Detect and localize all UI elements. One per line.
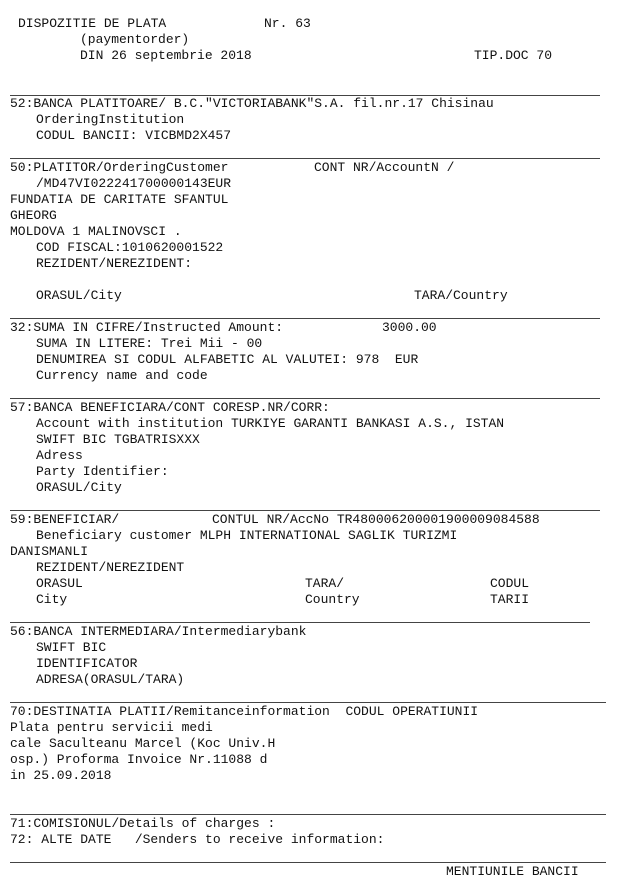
- country-code-label-2: TARII: [490, 592, 530, 607]
- divider: [10, 702, 606, 703]
- beneficiary-bank-swift: SWIFT BIC TGBATRISXXX: [36, 432, 200, 447]
- divider: [10, 158, 600, 159]
- party-identifier: Party Identifier:: [36, 464, 169, 479]
- payer-fiscal-code: COD FISCAL:1010620001522: [36, 240, 224, 255]
- payer-country-label: TARA/Country: [414, 288, 508, 303]
- beneficiary-bank-city: ORASUL/City: [36, 480, 122, 495]
- ordering-institution-label: OrderingInstitution: [36, 112, 185, 127]
- intermediary-swift: SWIFT BIC: [36, 640, 107, 655]
- payer-name-line1: FUNDATIA DE CARITATE SFANTUL: [10, 192, 229, 207]
- document-number: Nr. 63: [264, 16, 311, 31]
- bank-notes-label: MENTIUNILE BANCII: [446, 864, 579, 879]
- beneficiary-bank-label: 57:BANCA BENEFICIARA/CONT CORESP.NR/CORR:: [10, 400, 330, 415]
- divider: [10, 814, 606, 815]
- divider: [10, 622, 590, 623]
- charges-details: 71:COMISIONUL/Details of charges :: [10, 816, 276, 831]
- currency-english-label: Currency name and code: [36, 368, 208, 383]
- divider: [10, 318, 600, 319]
- country-code-label: CODUL: [490, 576, 530, 591]
- beneficiary-resident-status: REZIDENT/NEREZIDENT: [36, 560, 185, 575]
- payer-name-line2: GHEORG: [10, 208, 57, 223]
- intermediary-bank-label: 56:BANCA INTERMEDIARA/Intermediarybank: [10, 624, 307, 639]
- other-data: 72: ALTE DATE /Senders to receive information:: [10, 832, 385, 847]
- currency-line: DENUMIREA SI CODUL ALFABETIC AL VALUTEI: 978 EUR: [36, 352, 419, 367]
- divider: [10, 862, 606, 863]
- amount-label: 32:SUMA IN CIFRE/Instructed Amount:: [10, 320, 284, 335]
- amount-value: 3000.00: [382, 320, 437, 335]
- payer-address: MOLDOVA 1 MALINOVSCI .: [10, 224, 182, 239]
- beneficiary-account: CONTUL NR/AccNo TR480006200001900009084588: [212, 512, 540, 527]
- payer-bank-line: 52:BANCA PLATITOARE/ B.C."VICTORIABANK"S.A. fil.nr.17 Chisinau: [10, 96, 494, 111]
- amount-in-words: SUMA IN LITERE: Trei Mii - 00: [36, 336, 263, 351]
- beneficiary-city-label-en: City: [36, 592, 68, 607]
- beneficiary-city-label: ORASUL: [36, 576, 83, 591]
- payment-purpose-line4: in 25.09.2018: [10, 768, 112, 783]
- payer-label: 50:PLATITOR/OrderingCustomer: [10, 160, 229, 175]
- payer-city-label: ORASUL/City: [36, 288, 122, 303]
- payer-resident-status: REZIDENT/NEREZIDENT:: [36, 256, 193, 271]
- payment-purpose-label: 70:DESTINATIA PLATII/Remitanceinformation CODUL OPERATIUNII: [10, 704, 479, 719]
- divider: [10, 510, 600, 511]
- document-date: DIN 26 septembrie 2018: [80, 48, 252, 63]
- intermediary-identifier: IDENTIFICATOR: [36, 656, 138, 671]
- payment-purpose-line2: cale Saculteanu Marcel (Koc Univ.H: [10, 736, 276, 751]
- beneficiary-country-label: TARA/: [305, 576, 345, 591]
- intermediary-address: ADRESA(ORASUL/TARA): [36, 672, 185, 687]
- beneficiary-bank-institution: Account with institution TURKIYE GARANTI BANKASI A.S., ISTAN: [36, 416, 505, 431]
- beneficiary-customer: Beneficiary customer MLPH INTERNATIONAL SAGLIK TURIZMI: [36, 528, 458, 543]
- document-type: TIP.DOC 70: [474, 48, 553, 63]
- beneficiary-label: 59:BENEFICIAR/: [10, 512, 120, 527]
- payer-account-label: CONT NR/AccountN /: [314, 160, 455, 175]
- document-subtitle: (paymentorder): [80, 32, 190, 47]
- bank-code: CODUL BANCII: VICBMD2X457: [36, 128, 232, 143]
- divider: [10, 398, 600, 399]
- beneficiary-country-label-en: Country: [305, 592, 360, 607]
- payment-purpose-line3: osp.) Proforma Invoice Nr.11088 d: [10, 752, 268, 767]
- document-title: DISPOZITIE DE PLATA: [18, 16, 167, 31]
- payer-account: /MD47VI022241700000143EUR: [36, 176, 232, 191]
- beneficiary-bank-address: Adress: [36, 448, 83, 463]
- beneficiary-customer-cont: DANISMANLI: [10, 544, 89, 559]
- payment-purpose-line1: Plata pentru servicii medi: [10, 720, 213, 735]
